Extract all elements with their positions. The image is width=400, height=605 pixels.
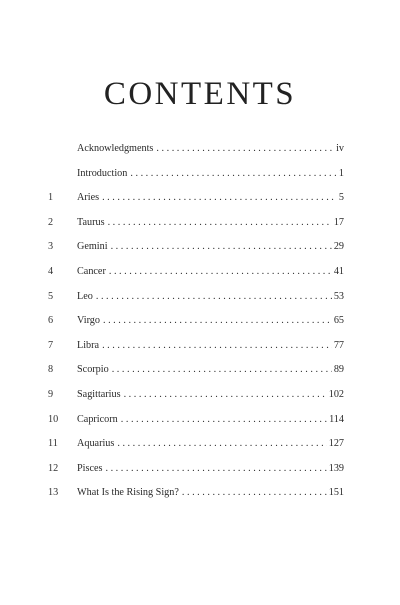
dot-leader (103, 309, 332, 334)
dot-leader (112, 358, 332, 383)
entry-title: Sagittarius (77, 388, 121, 400)
entry-title: Leo (77, 290, 93, 302)
page-number: 151 (328, 487, 344, 499)
toc-entry[interactable] (0, 481, 400, 506)
page-number: 77 (333, 339, 344, 351)
chapter-number: 6 (48, 315, 54, 327)
entry-title: Scorpio (77, 364, 109, 376)
page-number: 89 (333, 364, 344, 376)
page-number: 114 (329, 413, 344, 425)
toc-entry[interactable] (0, 309, 400, 334)
chapter-number: 13 (48, 487, 59, 499)
dot-leader (105, 457, 326, 482)
toc-entry[interactable] (0, 358, 400, 383)
chapter-number: 4 (48, 265, 54, 277)
entry-title: What Is the Rising Sign? (77, 487, 179, 499)
page-number: 29 (333, 241, 344, 253)
dot-leader (108, 211, 332, 236)
entry-title: Virgo (77, 315, 100, 327)
chapter-number: 1 (48, 192, 54, 204)
chapter-number: 12 (48, 462, 59, 474)
page-number: 139 (328, 462, 344, 474)
chapter-number: 7 (48, 339, 54, 351)
entry-title: Aries (77, 192, 100, 204)
chapter-number: 2 (48, 216, 54, 228)
entry-title: Pisces (77, 462, 103, 474)
page-number: 127 (328, 438, 344, 450)
table-of-contents (0, 137, 400, 506)
toc-entry[interactable] (0, 162, 400, 187)
entry-title: Introduction (77, 167, 128, 179)
dot-leader (111, 235, 332, 260)
dot-leader (102, 334, 332, 359)
toc-entry[interactable] (0, 211, 400, 236)
toc-entry[interactable] (0, 457, 400, 482)
toc-entry[interactable] (0, 235, 400, 260)
dot-leader (109, 260, 332, 285)
contents-title: CONTENTS (103, 76, 297, 112)
toc-entry[interactable] (0, 408, 400, 433)
entry-title: Cancer (77, 265, 106, 277)
chapter-number: 9 (48, 388, 54, 400)
dot-leader (121, 408, 327, 433)
page-number: 1 (338, 167, 344, 179)
dot-leader (96, 285, 332, 310)
page-number: 53 (333, 290, 344, 302)
entry-title: Aquarius (77, 438, 115, 450)
entry-title: Capricorn (77, 413, 118, 425)
toc-entry[interactable] (0, 137, 400, 162)
chapter-number: 8 (48, 364, 54, 376)
page-number: 65 (333, 315, 344, 327)
dot-leader (102, 186, 337, 211)
entry-title: Taurus (77, 216, 105, 228)
dot-leader (182, 481, 327, 506)
toc-entry[interactable] (0, 186, 400, 211)
dot-leader (124, 383, 327, 408)
toc-entry[interactable] (0, 334, 400, 359)
dot-leader (130, 162, 337, 187)
chapter-number: 5 (48, 290, 54, 302)
page-number: 41 (333, 265, 344, 277)
page-number: 102 (328, 388, 344, 400)
dot-leader (156, 137, 334, 162)
page-number: 5 (338, 192, 344, 204)
toc-entry[interactable] (0, 432, 400, 457)
page-number: iv (336, 143, 344, 154)
toc-entry[interactable] (0, 285, 400, 310)
toc-entry[interactable] (0, 383, 400, 408)
chapter-number: 11 (48, 438, 58, 450)
entry-title: Libra (77, 339, 100, 351)
dot-leader (117, 432, 326, 457)
chapter-number: 10 (48, 413, 59, 425)
entry-title: Gemini (77, 241, 108, 253)
page-number: 17 (333, 216, 344, 228)
toc-entry[interactable] (0, 260, 400, 285)
entry-title: Acknowledgments (77, 143, 154, 154)
chapter-number: 3 (48, 241, 54, 253)
